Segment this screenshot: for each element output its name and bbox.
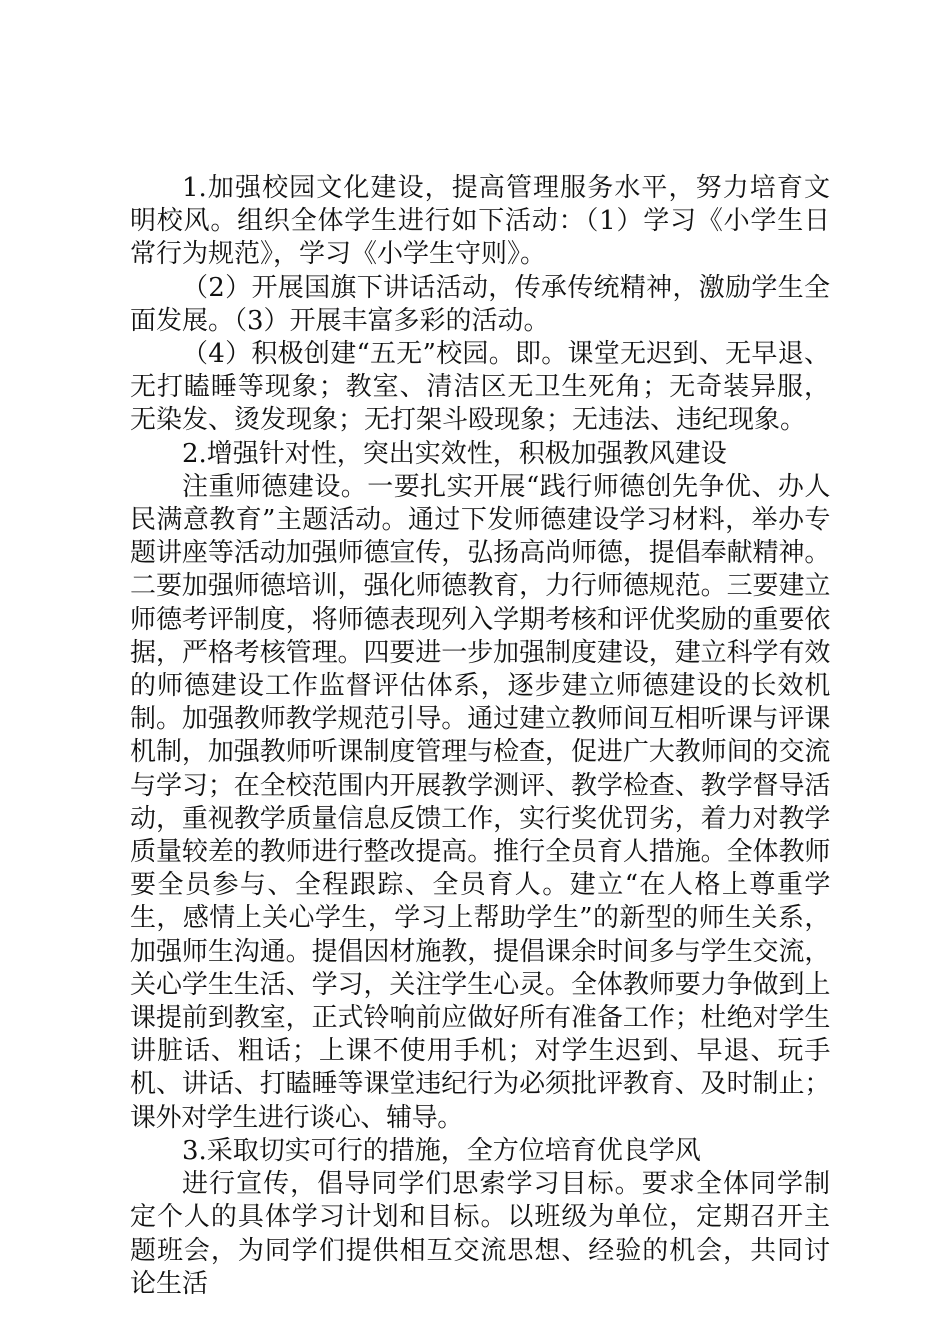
paragraph-publicity: 进行宣传，倡导同学们思索学习目标。要求全体同学制定个人的具体学习计划和目标。以班级为单位，定期召开主题班会，为同学们提供相互交流思想、经验的机会，共同讨论生活: [130, 1169, 830, 1299]
paragraph-teacher-ethics: 注重师德建设。一要扎实开展“践行师德创先争优、办人民满意教育”主题活动。通过下发师德建设学习材料，举办专题讲座等活动加强师德宣传，弘扬高尚师德，提倡奉献精神。二要加强师德培训，强化师德教育，力行师德规范。三要建立师德考评制度，将师德表现列入学期考核和评优奖励的重要依据，严格考核管理。四要进一步加强制度建设，建立科学有效的师德建设工作监督评估体系，逐步建立师德建设的长效机制。加强教师教学规范引导。通过建立教师间互相听课与评课机制，加强教师听课制度管理与检查，促进广大教师间的交流与学习；在全校范围内开展教学测评、教学检查、教学督导活动，重视教学质量信息反馈工作，实行奖优罚劣，着力对教学质量较差的教师进行整改提高。推行全员育人措施。全体教师要全员参与、全程跟踪、全员育人。建立“在人格上尊重学生，感情上关心学生，学习上帮助学生”的新型的师生关系，加强师生沟通。提倡因材施教，提倡课余时间多与学生交流，关心学生生活、学习，关注学生心灵。全体教师要力争做到上课提前到教室，正式铃响前应做好所有准备工作；杜绝对学生讲脏话、粗话；上课不使用手机；对学生迟到、早退、玩手机、讲话、打瞌睡等课堂违纪行为必须批评教育、及时制止；课外对学生进行谈心、辅导。: [130, 471, 830, 1133]
heading-teaching-style: 2.增强针对性，突出实效性，积极加强教风建设: [182, 438, 727, 469]
paragraph-five-no-campus: （4）积极创建“五无”校园。即。课堂无迟到、无早退、无打瞌睡等现象；教室、清洁区无卫生死角；无奇装异服，无染发、烫发现象；无打架斗殴现象；无违法、违纪现象。: [130, 339, 830, 436]
document-body: [130, 172, 830, 1301]
heading-study-style: 3.采取切实可行的措施，全方位培育优良学风: [182, 1135, 701, 1166]
paragraph-campus-culture: 1.加强校园文化建设，提高管理服务水平，努力培育文明校风。组织全体学生进行如下活动：（1）学习《小学生日常行为规范》，学习《小学生守则》。: [130, 173, 830, 270]
paragraph-flag-speech: （2）开展国旗下讲话活动，传承传统精神，激励学生全面发展。（3）开展丰富多彩的活动。: [130, 272, 830, 336]
